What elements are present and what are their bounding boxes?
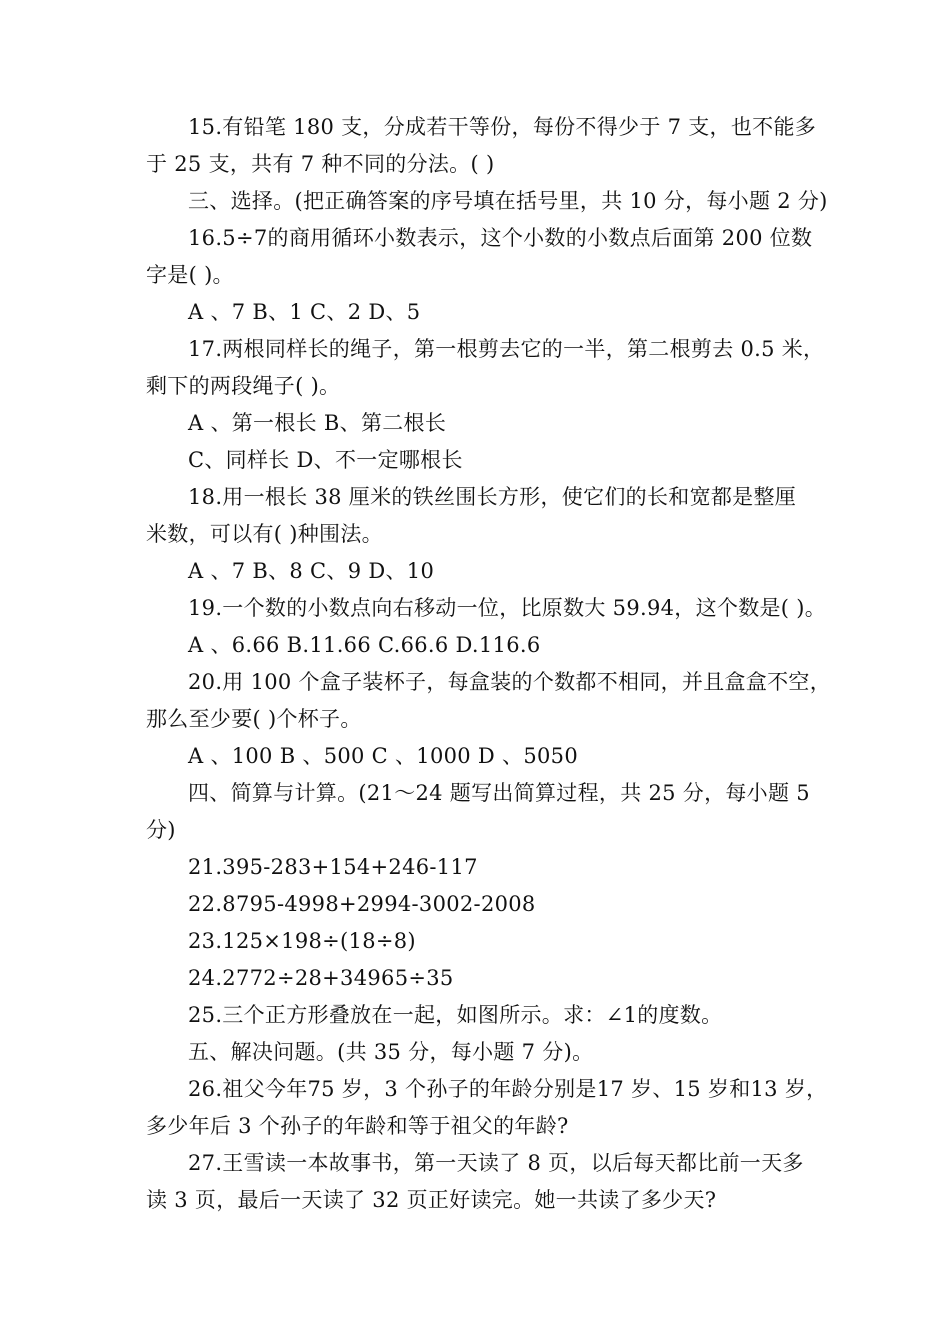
q17-line1: 17.两根同样长的绳子，第一根剪去它的一半，第二根剪去 0.5 米， <box>188 337 825 361</box>
q18-options: A 、7 B、8 C、9 D、10 <box>188 559 435 583</box>
q21: 21.395-283+154+246-117 <box>188 855 478 879</box>
q17-options-cd: C、同样长 D、不一定哪根长 <box>188 448 463 472</box>
q16-line1: 16.5÷7的商用循环小数表示，这个小数的小数点后面第 200 位数 <box>188 226 813 250</box>
q27-line1: 27.王雪读一本故事书，第一天读了 8 页，以后每天都比前一天多 <box>188 1151 804 1175</box>
q25: 25.三个正方形叠放在一起，如图所示。求：∠1的度数。 <box>188 1003 723 1027</box>
q24: 24.2772÷28+34965÷35 <box>188 966 454 990</box>
q20-line1: 20.用 100 个盒子装杯子，每盒装的个数都不相同，并且盒盒不空， <box>188 670 832 694</box>
q20-options: A 、100 B 、500 C 、1000 D 、5050 <box>188 744 578 768</box>
q15-line1: 15.有铅笔 180 支，分成若干等份，每份不得少于 7 支，也不能多 <box>188 115 817 139</box>
q18-line2: 米数，可以有( )种围法。 <box>146 522 383 546</box>
q27-line2: 读 3 页，最后一天读了 32 页正好读完。她一共读了多少天? <box>146 1188 717 1212</box>
q17-options-ab: A 、第一根长 B、第二根长 <box>188 411 447 435</box>
q16-line2: 字是( )。 <box>146 263 234 287</box>
q19-line1: 19.一个数的小数点向右移动一位，比原数大 59.94，这个数是( )。 <box>188 596 827 620</box>
q26-line1: 26.祖父今年75 岁，3 个孙子的年龄分别是17 岁、15 岁和13 岁， <box>188 1077 828 1101</box>
section-4-heading-line1: 四、简算与计算。(21～24 题写出简算过程，共 25 分，每小题 5 <box>188 781 810 805</box>
section-4-heading-line2: 分) <box>146 818 176 842</box>
q19-options: A 、6.66 B.11.66 C.66.6 D.116.6 <box>188 633 541 657</box>
section-3-heading: 三、选择。(把正确答案的序号填在括号里，共 10 分，每小题 2 分) <box>188 189 828 213</box>
q20-line2: 那么至少要( )个杯子。 <box>146 707 362 731</box>
q17-line2: 剩下的两段绳子( )。 <box>146 374 341 398</box>
q18-line1: 18.用一根长 38 厘米的铁丝围长方形，使它们的长和宽都是整厘 <box>188 485 797 509</box>
q26-line2: 多少年后 3 个孙子的年龄和等于祖父的年龄? <box>146 1114 569 1138</box>
section-5-heading: 五、解决问题。(共 35 分，每小题 7 分)。 <box>188 1040 594 1064</box>
q16-options: A 、7 B、1 C、2 D、5 <box>188 300 421 324</box>
q15-line2: 于 25 支，共有 7 种不同的分法。( ) <box>146 152 495 176</box>
q23: 23.125×198÷(18÷8) <box>188 929 416 953</box>
q22: 22.8795-4998+2994-3002-2008 <box>188 892 536 916</box>
